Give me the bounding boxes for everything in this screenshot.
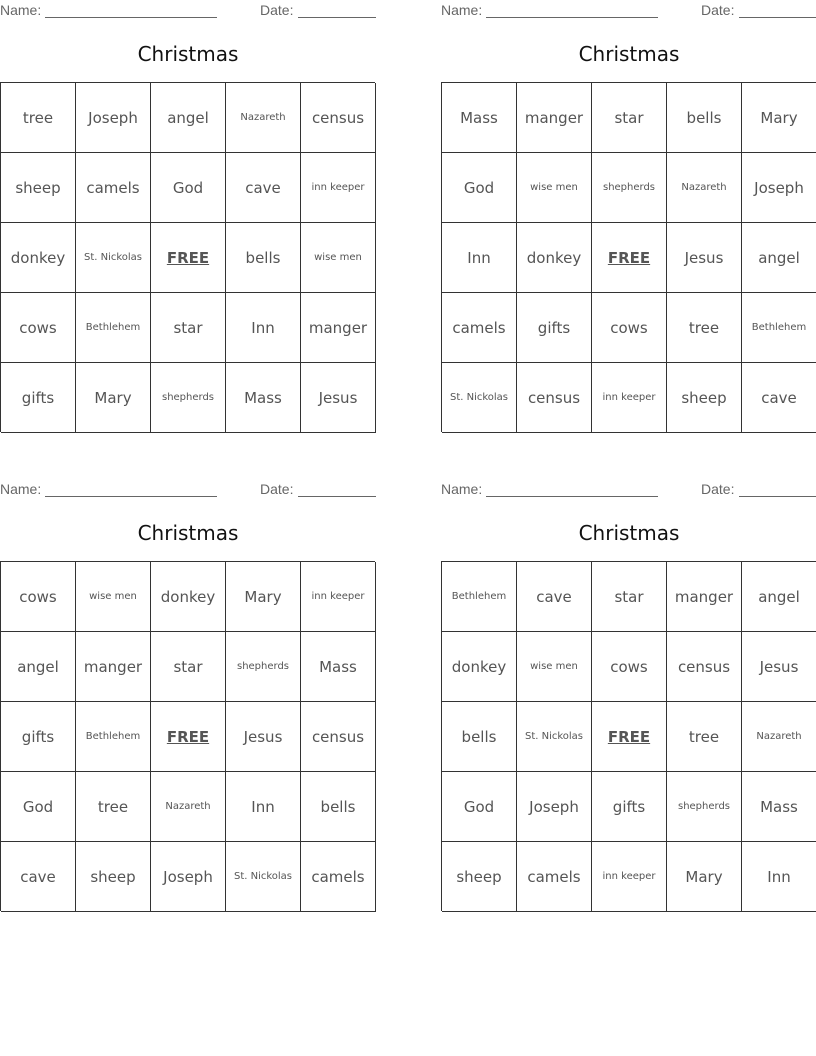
bingo-grid — [441, 561, 816, 911]
bingo-cell[interactable]: Mary — [226, 562, 301, 632]
card-header — [0, 481, 376, 499]
bingo-cell[interactable]: shepherds — [226, 632, 301, 702]
bingo-cell[interactable]: gifts — [1, 702, 76, 772]
bingo-cell[interactable]: manger — [301, 293, 376, 363]
bingo-cell[interactable]: star — [592, 83, 667, 153]
bingo-cell[interactable]: wise men — [301, 223, 376, 293]
bingo-cell[interactable]: census — [517, 363, 592, 433]
bingo-cell[interactable]: sheep — [442, 842, 517, 912]
bingo-grid — [0, 82, 375, 432]
bingo-cell[interactable]: God — [1, 772, 76, 842]
bingo-cell[interactable]: donkey — [442, 632, 517, 702]
bingo-cell[interactable]: cave — [226, 153, 301, 223]
bingo-cell[interactable]: Bethlehem — [76, 293, 151, 363]
bingo-grid — [0, 561, 375, 911]
bingo-cell[interactable]: tree — [76, 772, 151, 842]
name-line — [486, 17, 658, 18]
bingo-cell[interactable]: Joseph — [742, 153, 816, 223]
date-label: Date: — [260, 481, 294, 497]
bingo-cell[interactable]: bells — [667, 83, 742, 153]
name-line — [486, 496, 658, 497]
bingo-cell[interactable]: wise men — [517, 632, 592, 702]
bingo-cell[interactable]: manger — [667, 562, 742, 632]
bingo-cell[interactable]: Mary — [76, 363, 151, 433]
bingo-cell[interactable]: Nazareth — [667, 153, 742, 223]
bingo-cell[interactable]: angel — [742, 223, 816, 293]
free-space-cell[interactable]: FREE — [151, 223, 226, 293]
bingo-cell[interactable]: inn keeper — [301, 153, 376, 223]
bingo-cell[interactable]: cave — [1, 842, 76, 912]
bingo-cell[interactable]: Mary — [742, 83, 816, 153]
bingo-card-3 — [0, 479, 376, 911]
bingo-cell[interactable]: Inn — [742, 842, 816, 912]
free-space-cell[interactable]: FREE — [592, 223, 667, 293]
bingo-cell[interactable]: star — [592, 562, 667, 632]
bingo-cell[interactable]: inn keeper — [592, 363, 667, 433]
bingo-card-1 — [0, 0, 376, 432]
bingo-cell[interactable]: Nazareth — [226, 83, 301, 153]
name-line — [45, 17, 217, 18]
bingo-cell[interactable]: Mass — [442, 83, 517, 153]
date-line — [298, 17, 376, 18]
bingo-cell[interactable]: Nazareth — [742, 702, 816, 772]
bingo-cell[interactable]: Joseph — [517, 772, 592, 842]
name-line — [45, 496, 217, 497]
name-label: Name: — [0, 481, 42, 497]
bingo-cell[interactable]: wise men — [517, 153, 592, 223]
bingo-cell[interactable]: camels — [517, 842, 592, 912]
card-title: Christmas — [578, 521, 680, 545]
bingo-cell[interactable]: St. Nickolas — [442, 363, 517, 433]
date-line — [739, 496, 816, 497]
bingo-cell[interactable]: St. Nickolas — [226, 842, 301, 912]
card-header — [441, 481, 816, 499]
bingo-cell[interactable]: donkey — [151, 562, 226, 632]
date-label: Date: — [701, 2, 735, 18]
bingo-cell[interactable]: donkey — [517, 223, 592, 293]
bingo-cell[interactable]: manger — [517, 83, 592, 153]
bingo-cell[interactable]: Jesus — [742, 632, 816, 702]
bingo-cell[interactable]: cows — [1, 562, 76, 632]
bingo-cell[interactable]: shepherds — [667, 772, 742, 842]
bingo-cell[interactable]: angel — [151, 83, 226, 153]
bingo-cell[interactable]: bells — [301, 772, 376, 842]
bingo-cell[interactable]: Nazareth — [151, 772, 226, 842]
bingo-cell[interactable]: bells — [226, 223, 301, 293]
bingo-cell[interactable]: Bethlehem — [442, 562, 517, 632]
bingo-cell[interactable]: Mary — [667, 842, 742, 912]
name-label: Name: — [441, 2, 483, 18]
bingo-cell[interactable]: tree — [1, 83, 76, 153]
bingo-cell[interactable]: wise men — [76, 562, 151, 632]
bingo-cell[interactable]: Bethlehem — [76, 702, 151, 772]
bingo-cell[interactable]: angel — [742, 562, 816, 632]
bingo-cell[interactable]: cave — [742, 363, 816, 433]
bingo-cell[interactable]: Mass — [301, 632, 376, 702]
date-line — [298, 496, 376, 497]
bingo-cell[interactable]: star — [151, 293, 226, 363]
bingo-cell[interactable]: shepherds — [592, 153, 667, 223]
date-label: Date: — [701, 481, 735, 497]
bingo-cell[interactable]: cave — [517, 562, 592, 632]
bingo-cell[interactable]: Joseph — [151, 842, 226, 912]
bingo-cell[interactable]: sheep — [76, 842, 151, 912]
bingo-cell[interactable]: bells — [442, 702, 517, 772]
bingo-cell[interactable]: Mass — [226, 363, 301, 433]
card-title: Christmas — [578, 42, 680, 66]
bingo-card-4 — [441, 479, 816, 911]
bingo-cell[interactable]: inn keeper — [592, 842, 667, 912]
date-line — [739, 17, 816, 18]
bingo-cell[interactable]: gifts — [592, 772, 667, 842]
bingo-cell[interactable]: sheep — [1, 153, 76, 223]
bingo-cell[interactable]: cows — [592, 632, 667, 702]
bingo-cell[interactable]: Jesus — [301, 363, 376, 433]
bingo-cell[interactable]: angel — [1, 632, 76, 702]
bingo-cell[interactable]: camels — [442, 293, 517, 363]
bingo-cell[interactable]: camels — [301, 842, 376, 912]
bingo-cell[interactable]: Inn — [226, 293, 301, 363]
free-space-cell[interactable]: FREE — [592, 702, 667, 772]
bingo-cell[interactable]: census — [667, 632, 742, 702]
bingo-cell[interactable]: gifts — [517, 293, 592, 363]
bingo-cell[interactable]: God — [151, 153, 226, 223]
bingo-cell[interactable]: Joseph — [76, 83, 151, 153]
bingo-cell[interactable]: donkey — [1, 223, 76, 293]
bingo-cell[interactable]: camels — [76, 153, 151, 223]
bingo-cell[interactable]: Inn — [442, 223, 517, 293]
bingo-cell[interactable]: Mass — [742, 772, 816, 842]
bingo-cell[interactable]: star — [151, 632, 226, 702]
bingo-cell[interactable]: sheep — [667, 363, 742, 433]
bingo-grid — [441, 82, 816, 432]
bingo-cell[interactable]: St. Nickolas — [76, 223, 151, 293]
bingo-cell[interactable]: God — [442, 772, 517, 842]
free-space-cell[interactable]: FREE — [151, 702, 226, 772]
bingo-card-2 — [441, 0, 816, 432]
bingo-cell[interactable]: Jesus — [226, 702, 301, 772]
bingo-cell[interactable]: cows — [1, 293, 76, 363]
card-title: Christmas — [137, 521, 239, 545]
bingo-cell[interactable]: cows — [592, 293, 667, 363]
bingo-cell[interactable]: Bethlehem — [742, 293, 816, 363]
bingo-cell[interactable]: shepherds — [151, 363, 226, 433]
bingo-cell[interactable]: tree — [667, 293, 742, 363]
bingo-cell[interactable]: census — [301, 83, 376, 153]
name-label: Name: — [441, 481, 483, 497]
name-label: Name: — [0, 2, 42, 18]
bingo-cell[interactable]: manger — [76, 632, 151, 702]
date-label: Date: — [260, 2, 294, 18]
bingo-cell[interactable]: gifts — [1, 363, 76, 433]
bingo-cell[interactable]: census — [301, 702, 376, 772]
bingo-cell[interactable]: inn keeper — [301, 562, 376, 632]
bingo-cell[interactable]: St. Nickolas — [517, 702, 592, 772]
bingo-cell[interactable]: tree — [667, 702, 742, 772]
bingo-cell[interactable]: Inn — [226, 772, 301, 842]
card-header — [0, 2, 376, 20]
card-header — [441, 2, 816, 20]
card-title: Christmas — [137, 42, 239, 66]
bingo-cell[interactable]: Jesus — [667, 223, 742, 293]
bingo-cell[interactable]: God — [442, 153, 517, 223]
